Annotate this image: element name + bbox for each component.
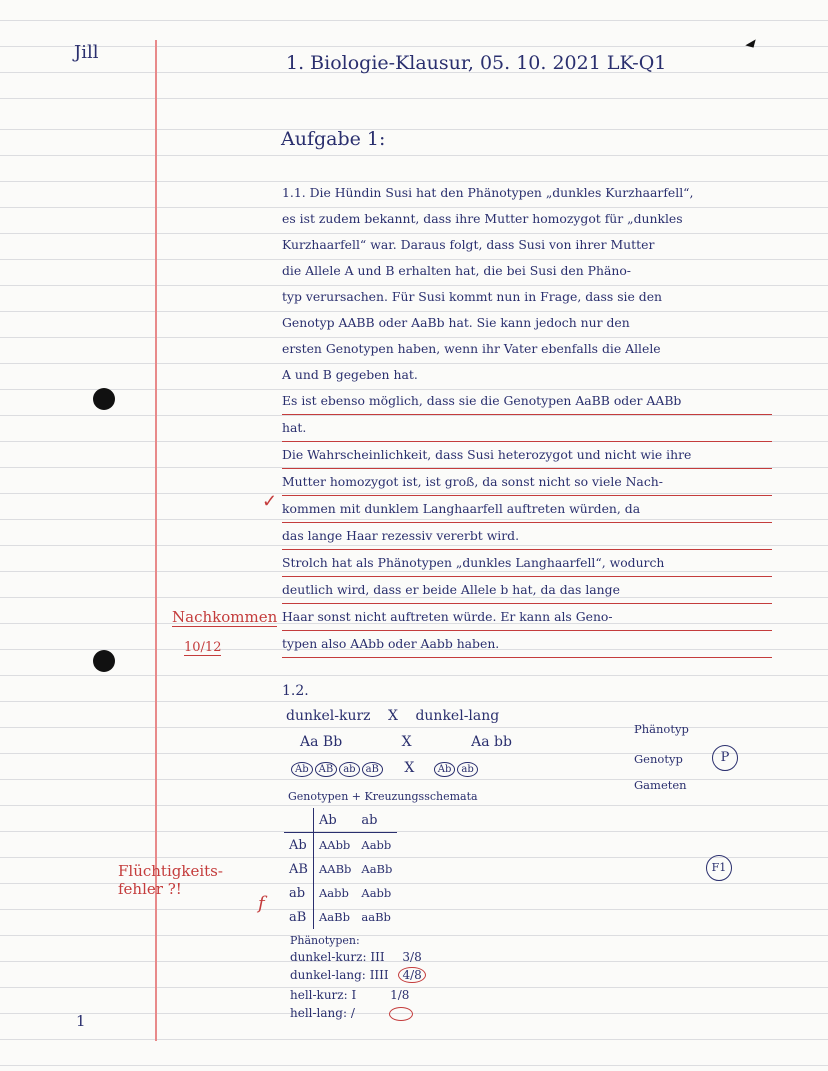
answer-line: das lange Haar rezessiv vererbt wird.	[282, 523, 772, 550]
punnett-cell: AaBb	[318, 910, 350, 924]
badge-p: P	[712, 745, 738, 771]
phenotype-line	[290, 950, 422, 964]
punch-hole-bottom	[93, 650, 115, 672]
genotype-right: Aa bb	[471, 734, 512, 750]
gametes-right	[434, 760, 480, 776]
punnett-row-head: ab	[284, 881, 313, 905]
punnett-cell: AABb	[318, 862, 352, 876]
answer-line: typ verursachen. Für Susi kommt nun in Frage, dass sie den	[282, 289, 663, 304]
gamete-circle: AB	[315, 762, 338, 777]
task-heading: Aufgabe 1:	[281, 128, 386, 150]
phenotype-tally: III	[370, 950, 385, 964]
answer-line: Genotyp AABB oder AaBb hat. Sie kann jedoch nur den	[282, 315, 630, 330]
punch-hole-top	[93, 388, 115, 410]
page-number: 1	[76, 1012, 86, 1030]
answer-1-1	[282, 180, 772, 658]
phenotype-line	[290, 968, 426, 982]
answer-line: deutlich wird, dass er beide Allele b hat, da das lange	[282, 577, 772, 604]
genotype-left: Aa Bb	[300, 734, 343, 750]
phenotype-line	[290, 988, 409, 1002]
legend-gametes: Gameten	[634, 778, 687, 792]
check-mark: ✓	[262, 491, 278, 512]
answer-line: typen also AAbb oder Aabb haben.	[282, 631, 772, 658]
phenotype-ratio-empty	[389, 1007, 413, 1021]
gamete-circle: aB	[362, 762, 383, 777]
exam-title: 1. Biologie-Klausur, 05. 10. 2021 LK-Q1	[286, 52, 667, 74]
gamete-circle: Ab	[434, 762, 456, 777]
student-name: Jill	[74, 42, 99, 63]
margin-f-mark: f	[258, 893, 265, 914]
phenotype-name: hell-lang:	[290, 1006, 348, 1020]
answer-line: Haar sonst nicht auftreten würde. Er kann als Geno-	[282, 604, 772, 631]
phenotype-name: dunkel-kurz:	[290, 950, 367, 964]
phenotype-cross-row	[286, 708, 499, 724]
punnett-cell: Aabb	[361, 886, 392, 900]
answer-line: Es ist ebenso möglich, dass sie die Genotypen AaBB oder AABb	[282, 388, 772, 415]
answer-line: hat.	[282, 415, 772, 442]
section-label-1-2: 1.2.	[282, 683, 309, 699]
phenotype-left: dunkel-kurz	[286, 708, 371, 724]
punnett-row-head: aB	[284, 905, 313, 929]
phenotype-ratio: 1/8	[390, 988, 410, 1002]
punnett-col-head: Ab	[313, 808, 356, 833]
phenotypes-label: Phänotypen:	[290, 934, 360, 947]
corner-mark	[745, 39, 758, 50]
phenotype-name: hell-kurz:	[290, 988, 348, 1002]
punnett-col-head: ab	[356, 808, 397, 833]
punnett-cell: AaBb	[361, 862, 393, 876]
phenotype-line	[290, 1006, 413, 1021]
phenotype-right: dunkel-lang	[415, 708, 500, 724]
punnett-corner	[284, 808, 313, 833]
phenotype-ratio: 3/8	[402, 950, 422, 964]
cross-symbol: X	[388, 708, 398, 724]
genotype-cross-row	[300, 734, 512, 750]
punnett-row-head: Ab	[284, 833, 313, 858]
answer-line: Die Wahrscheinlichkeit, dass Susi heterozygot und nicht wie ihre	[282, 442, 772, 469]
answer-line: es ist zudem bekannt, dass ihre Mutter homozygot für „dunkles	[282, 211, 683, 226]
cross-symbol: X	[401, 734, 412, 750]
answer-line: A und B gegeben hat.	[282, 367, 418, 382]
answer-line: Strolch hat als Phänotypen „dunkles Langhaarfell“, wodurch	[282, 550, 772, 577]
answer-line: die Allele A und B erhalten hat, die bei Susi den Phäno-	[282, 263, 631, 278]
punnett-row-head: AB	[284, 857, 313, 881]
legend-phenotype: Phänotyp	[634, 722, 689, 736]
punnett-cell: Aabb	[318, 886, 349, 900]
answer-line: Kurzhaarfell“ war. Daraus folgt, dass Susi von ihrer Mutter	[282, 237, 655, 252]
cross-symbol: X	[404, 760, 415, 776]
answer-line: ersten Genotypen haben, wenn ihr Vater ebenfalls die Allele	[282, 341, 661, 356]
answer-line: 1.1. Die Hündin Susi hat den Phänotypen „dunkles Kurzhaarfell“,	[282, 185, 694, 200]
margin-score: 10/12	[184, 640, 222, 655]
margin-note-careless: Flüchtigkeits- fehler ?!	[118, 862, 223, 898]
gamete-circle: Ab	[291, 762, 313, 777]
answer-line: Mutter homozygot ist, ist groß, da sonst nicht so viele Nach-	[282, 469, 772, 496]
gamete-circle: ab	[457, 762, 477, 777]
punnett-cell: Aabb	[361, 838, 392, 852]
phenotype-tally: IIII	[369, 968, 389, 982]
scheme-caption: Genotypen + Kreuzungsschemata	[288, 790, 478, 803]
phenotype-name: dunkel-lang:	[290, 968, 366, 982]
gamete-circle: ab	[339, 762, 359, 777]
gametes-left	[291, 760, 385, 776]
punnett-square	[284, 808, 397, 929]
answer-line: kommen mit dunklem Langhaarfell auftreten würden, da	[282, 496, 772, 523]
margin-note-offspring: Nachkommen	[172, 608, 278, 626]
badge-f1: F1	[706, 855, 732, 881]
phenotype-tally: I	[351, 988, 357, 1002]
phenotype-tally: /	[350, 1006, 355, 1020]
legend-genotype: Genotyp	[634, 752, 683, 766]
punnett-cell: aaBb	[361, 910, 391, 924]
gametes-row	[291, 760, 480, 777]
phenotype-ratio: 4/8	[398, 967, 425, 983]
punnett-cell: AAbb	[318, 838, 351, 852]
